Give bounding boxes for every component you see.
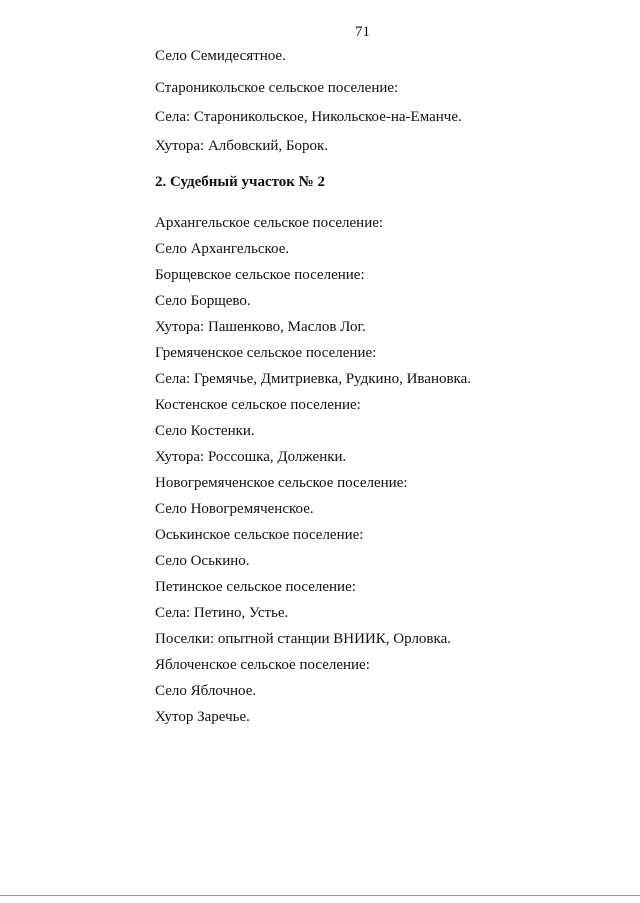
text-line: Село Новогремяченское.: [155, 501, 314, 517]
page-bottom-rule: [0, 895, 640, 896]
text-line: Новогремяченское сельское поселение:: [155, 475, 408, 491]
section-heading: 2. Судебный участок № 2: [155, 174, 326, 190]
page-number: 71: [355, 24, 370, 40]
text-line: Оськинское сельское поселение:: [155, 527, 364, 543]
text-line: Хутора: Пашенково, Маслов Лог.: [155, 319, 366, 335]
text-line: Яблоченское сельское поселение:: [155, 657, 370, 673]
text-line: Села: Петино, Устье.: [155, 605, 289, 621]
text-line: Петинское сельское поселение:: [155, 579, 356, 595]
text-line: Хутора: Россошка, Долженки.: [155, 449, 347, 465]
text-line: Село Архангельское.: [155, 241, 290, 257]
text-line: Село Борщево.: [155, 293, 251, 309]
text-line: Борщевское сельское поселение:: [155, 267, 365, 283]
text-line: Хутора: Албовский, Борок.: [155, 138, 329, 154]
text-line: Село Оськино.: [155, 553, 250, 569]
text-line: Поселки: опытной станции ВНИИК, Орловка.: [155, 631, 451, 647]
text-line: Гремяченское сельское поселение:: [155, 345, 377, 361]
text-line: Хутор Заречье.: [155, 709, 250, 725]
text-line: Села: Староникольское, Никольское-на-Еманче.: [155, 109, 462, 125]
text-line: Архангельское сельское поселение:: [155, 215, 384, 231]
text-line: Село Семидесятное.: [155, 48, 286, 64]
text-line: Староникольское сельское поселение:: [155, 80, 399, 96]
text-line: Села: Гремячье, Дмитриевка, Рудкино, Ивановка.: [155, 371, 472, 387]
text-line: Село Яблочное.: [155, 683, 257, 699]
text-line: Село Костенки.: [155, 423, 255, 439]
text-line: Костенское сельское поселение:: [155, 397, 361, 413]
